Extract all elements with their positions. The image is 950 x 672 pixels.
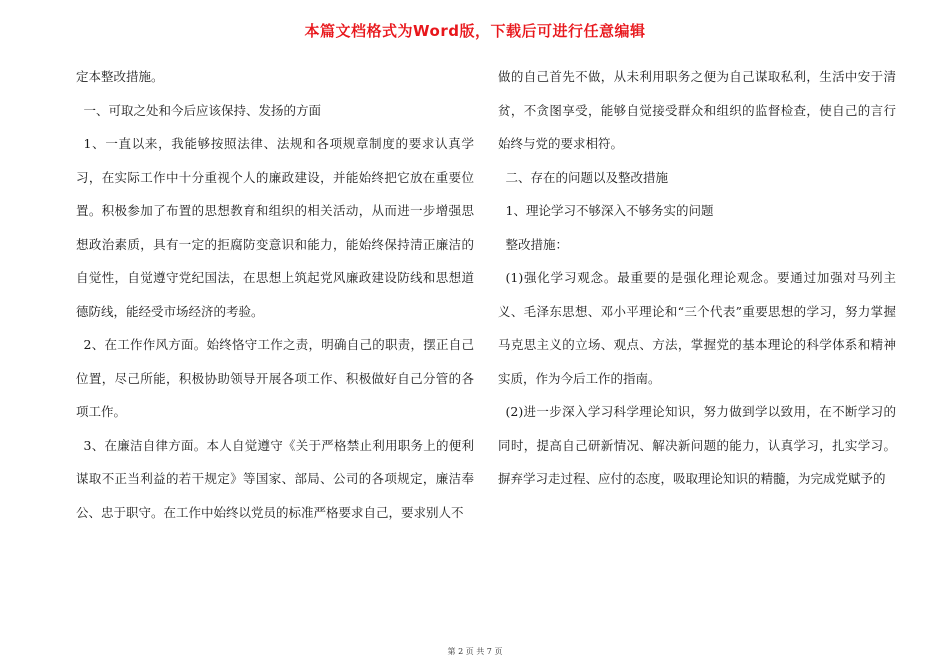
- paragraph: (2)进一步深入学习科学理论知识，努力做到学以致用，在不断学习的同时，提高自己研新情况、解决新问题的能力，认真学习，扎实学习。摒弃学习走过程、应付的态度，吸取理论知识的精髓，为完成党赋予的: [498, 404, 896, 486]
- section-heading: 一、可取之处和今后应该保持、发扬的方面: [83, 102, 322, 118]
- paragraph: 1、一直以来，我能够按照法律、法规和各项规章制度的要求认真学习，在实际工作中十分重视个人的廉政建设，并能始终把它放在重要位置。积极参加了布置的思想教育和组织的相关活动，从而进一步增强思想政治素质，具有一定的拒腐防变意识和能力，能始终保持清正廉洁的自觉性，自觉遵守党纪国法，在思想上筑起党风廉政建设防线和思想道德防线，能经受市场经济的考验。: [76, 136, 474, 319]
- download-notice-banner: 本篇文档格式为Word版，下载后可进行任意编辑: [304, 22, 646, 40]
- paragraph: 定本整改措施。: [76, 69, 164, 84]
- right-text-column: [498, 60, 896, 496]
- label: 整改措施：: [505, 236, 569, 252]
- page-number-footer: 第 2 页 共 7 页: [447, 647, 503, 656]
- left-text-column: [76, 60, 474, 529]
- paragraph: 2、在工作作风方面。始终恪守工作之责，明确自己的职责，摆正自己位置，尽己所能，积极协助领导开展各项工作、积极做好自己分管的各项工作。: [76, 337, 474, 419]
- paragraph: 做的自己首先不做，从未利用职务之便为自己谋取私利，生活中安于清贫，不贪图享受，能够自觉接受群众和组织的监督检查，使自己的言行始终与党的要求相符。: [498, 69, 896, 151]
- paragraph: 3、在廉洁自律方面。本人自觉遵守《关于严格禁止利用职务上的便利谋取不正当利益的若干规定》等国家、部局、公司的各项规定，廉洁奉公、忠于职守。在工作中始终以党员的标准严格要求自己，要求别人不: [76, 437, 474, 520]
- paragraph: (1)强化学习观念。最重要的是强化理论观念。要通过加强对马列主义、毛泽东思想、邓小平理论和“三个代表”重要思想的学习，努力掌握马克思主义的立场、观点、方法，掌握党的基本理论的科学体系和精神实质，作为今后工作的指南。: [498, 270, 896, 386]
- sub-heading: 1、理论学习不够深入不够务实的问题: [505, 203, 714, 218]
- section-heading: 二、存在的问题以及整改措施: [505, 169, 669, 185]
